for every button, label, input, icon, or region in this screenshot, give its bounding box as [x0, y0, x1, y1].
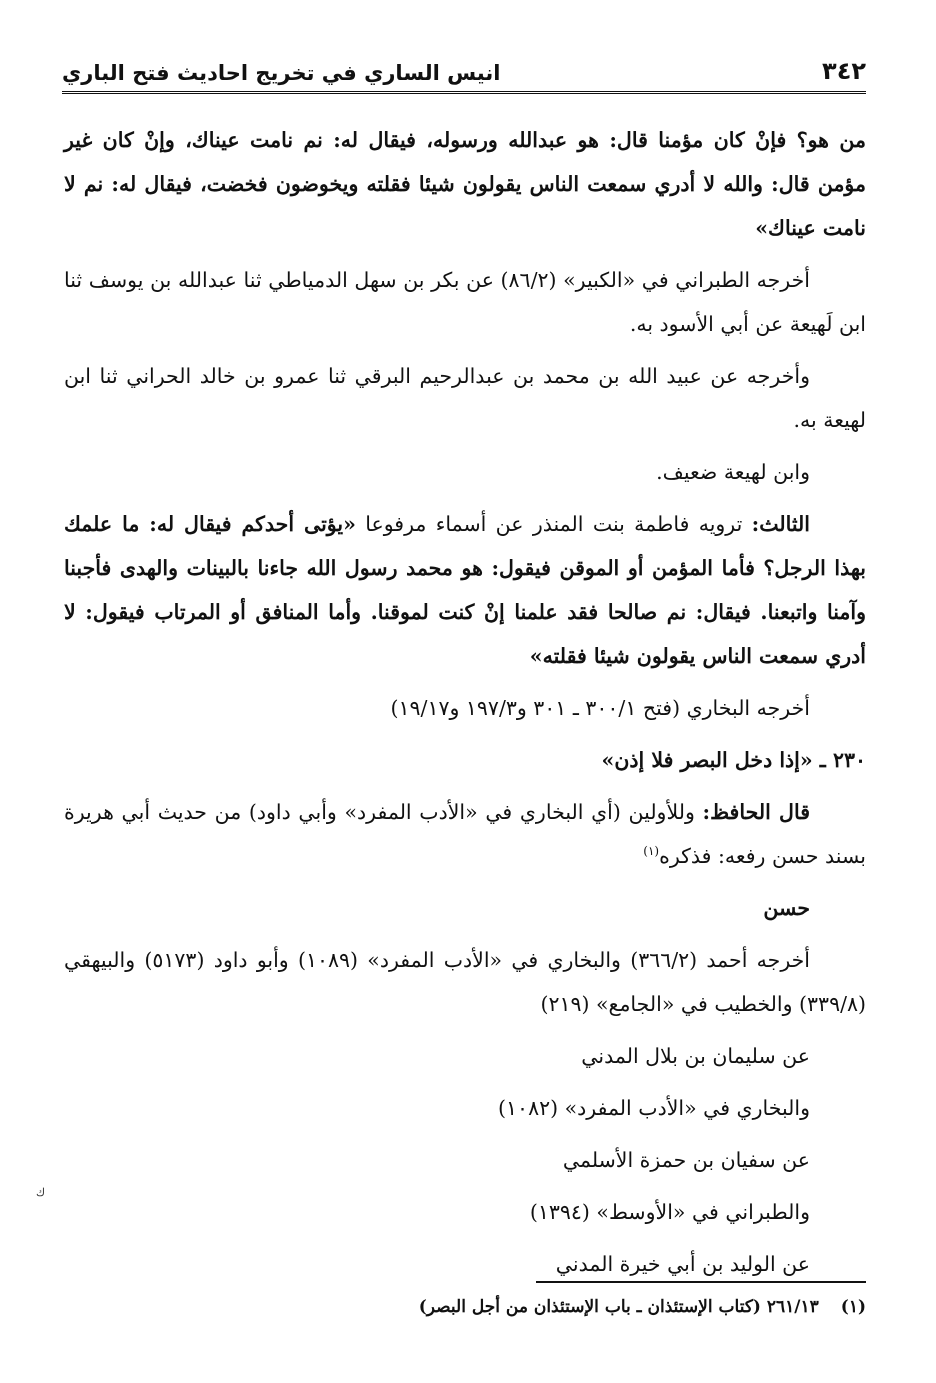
hadith-text: «يؤتى أحدكم فيقال له: ما علمك بهذا الرجل؟ فأما المؤمن أو الموقن فيقول: هو محمد رسول الله جاءنا بالبينات والهدى فأجبنا وآمنا واتبعنا. فيقال: نم صالحا فقد علمنا إنْ كنت لموقنا. وأما المنافق أو المرتاب فيقول: لا أدري سمعت الناس يقولون شيئا فقلته» [64, 512, 866, 668]
chain-line: عن سفيان بن حمزة الأسلمي [562, 1148, 810, 1172]
narration-intro: ترويه فاطمة بنت المنذر عن أسماء مرفوعا [355, 512, 752, 536]
page-header [62, 48, 866, 94]
section-label: قال الحافظ: [702, 800, 810, 824]
chain-line: والبخاري في «الأدب المفرد» (١٠٨٢) [498, 1096, 810, 1120]
hadith-heading: ٢٣٠ ـ «إذا دخل البصر فلا إذن» [601, 748, 866, 772]
third-narration-paragraph [64, 502, 866, 678]
takhrij-paragraph: وأخرجه عن عبيد الله بن محمد بن عبدالرحيم البرقي ثنا عمرو بن خالد الحراني ثنا ابن لهيعة به. [64, 364, 866, 432]
chain-line: عن الوليد بن أبي خيرة المدني [555, 1252, 810, 1276]
chain-line: والطبراني في «الأوسط» (١٣٩٤) [529, 1200, 810, 1224]
takhrij-paragraph: أخرجه البخاري (فتح ٣٠٠/١ ـ ٣٠١ و١٩٧/٣ و١٩/١٧) [390, 696, 810, 720]
main-text [64, 118, 866, 1294]
footnote-text: ٢٦١/١٣ (كتاب الإستئذان ـ باب الإستئذان من أجل البصر) [418, 1297, 819, 1317]
section-label: الثالث: [751, 512, 810, 536]
grade-label: حسن [763, 896, 810, 920]
hafiz-quote-paragraph [64, 790, 866, 878]
running-title: انيس الساري في تخريج احاديث فتح الباري [62, 61, 501, 85]
margin-mark: ﻙ [36, 1186, 46, 1199]
grading-note: وابن لهيعة ضعيف. [656, 460, 810, 484]
footnote-ref: (١) [643, 844, 660, 859]
page-number: ٣٤٢ [822, 57, 866, 85]
hafiz-quote: وللأولين (أي البخاري في «الأدب المفرد» وأبي داود) من حديث أبي هريرة بسند حسن رفعه: فذكره [64, 800, 866, 868]
footnote-number: (١) [840, 1297, 866, 1317]
footnote-divider [536, 1281, 866, 1283]
takhrij-paragraph: أخرجه أحمد (٣٦٦/٢) والبخاري في «الأدب المفرد» (١٠٨٩) وأبو داود (٥١٧٣) والبيهقي (٣٣٩/٨) والخطيب في «الجامع» (٢١٩) [64, 948, 866, 1016]
footnote [64, 1292, 866, 1322]
hadith-continuation: من هو؟ فإنْ كان مؤمنا قال: هو عبدالله ورسوله، فيقال له: نم نامت عيناك، وإنْ كان غير مؤمن قال: والله لا أدري سمعت الناس يقولون شيئا فقلته ويخوضون فخضت، فيقال له: نم لا نامت عيناك» [64, 128, 866, 240]
takhrij-paragraph: أخرجه الطبراني في «الكبير» (٨٦/٢) عن بكر بن سهل الدمياطي ثنا عبدالله بن يوسف ثنا ابن لَهيعة عن أبي الأسود به. [64, 268, 866, 336]
chain-line: عن سليمان بن بلال المدني [581, 1044, 810, 1068]
